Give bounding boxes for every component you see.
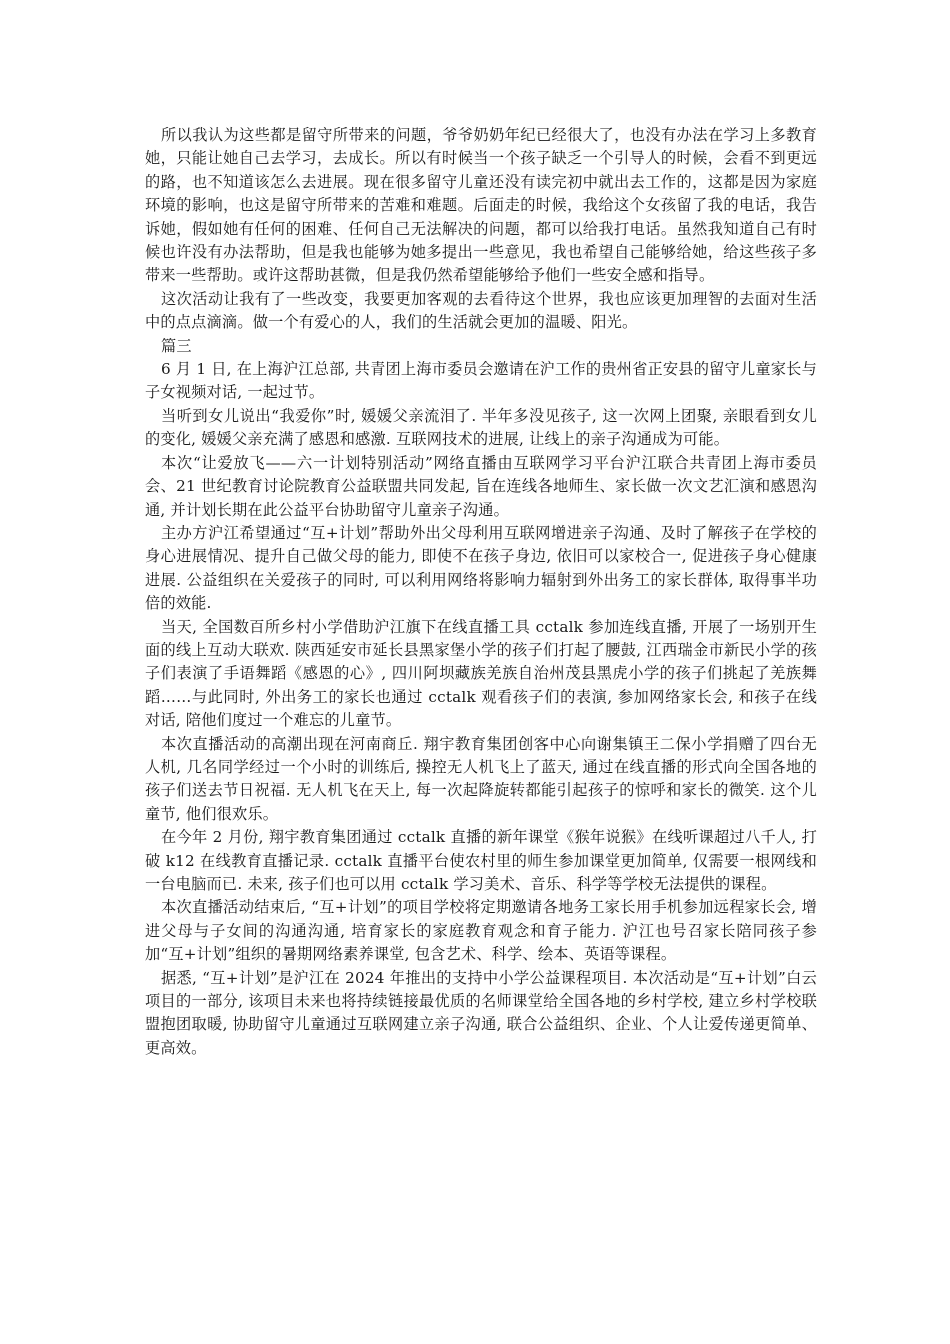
paragraph-11: 据悉, “互+计划”是沪江在 2024 年推出的支持中小学公益课程项目. 本次活动是“互+计划”白云项目的一部分, 该项目未来也将持续链接最优质的名师课堂给全国各地的乡村学校, 建立乡村学校联盟抱团取暖, 协助留守儿童通过互联网建立亲子沟通, 联合公益组织、企业、个人让爱传递更简单、更高效。 (145, 968, 817, 1057)
paragraph-5: 本次“让爱放飞——六一计划特别活动”网络直播由互联网学习平台沪江联合共青团上海市委员会、21 世纪教育讨论院教育公益联盟共同发起, 旨在连线各地师生、家长做一次文艺汇演和感恩沟通, 并计划长期在此公益平台协助留守儿童亲子沟通。 (145, 453, 817, 519)
section-heading: 篇三 (160, 336, 192, 355)
paragraph-7: 当天, 全国数百所乡村小学借助沪江旗下在线直播工具 cctalk 参加连线直播, 开展了一场别开生面的线上互动大联欢. 陕西延安市延长县黑家堡小学的孩子们打起了腰鼓, 江西瑞金市新民小学的孩子们表演了手语舞蹈《感恩的心》, 四川阿坝藏族羌族自治州茂县黑虎小学的孩子们挑起了羌族舞蹈……与此同时, 外出务工的家长也通过 cctalk 观看孩子们的表演, 参加网络家长会, 和孩子在线对话, 陪他们度过一个难忘的儿童节。 (145, 617, 817, 730)
paragraph-4: 当听到女儿说出“我爱你”时, 媛媛父亲流泪了. 半年多没见孩子, 这一次网上团聚, 亲眼看到女儿的变化, 媛媛父亲充满了感恩和感激. 互联网技术的进展, 让线上的亲子沟通成为可能。 (145, 406, 817, 449)
paragraph-1: 所以我认为这些都是留守所带来的问题，爷爷奶奶年纪已经很大了，也没有办法在学习上多教育她，只能让她自己去学习，去成长。所以有时候当一个孩子缺乏一个引导人的时候，会看不到更远的路，也不知道该怎么去进展。现在很多留守儿童还没有读完初中就出去工作的，这都是因为家庭环境的影响，也这是留守所带来的苦难和难题。后面走的时候，我给这个女孩留了我的电话，我告诉她，假如她有任何的困难、任何自己无法解决的问题，都可以给我打电话。虽然我知道自己有时候也许没有办法帮助，但是我也能够为她多提出一些意见，我也希望自己能够给她，给这些孩子多带来一些帮助。或许这帮助甚微，但是我仍然希望能够给予他们一些安全感和指导。 (145, 126, 817, 285)
paragraph-6: 主办方沪江希望通过“互+计划”帮助外出父母利用互联网增进亲子沟通、及时了解孩子在学校的身心进展情况、提升自己做父母的能力, 即使不在孩子身边, 依旧可以家校合一, 促进孩子身心健康进展. 公益组织在关爱孩子的同时, 可以利用网络将影响力辐射到外出务工的家长群体, 取得事半功倍的效能. (145, 523, 817, 613)
paragraph-2: 这次活动让我有了一些改变，我要更加客观的去看待这个世界，我也应该更加理智的去面对生活中的点点滴滴。做一个有爱心的人，我们的生活就会更加的温暖、阳光。 (145, 289, 817, 332)
paragraph-8: 本次直播活动的高潮出现在河南商丘. 翔宇教育集团创客中心向谢集镇王二保小学捐赠了四台无人机, 几名同学经过一个小时的训练后, 操控无人机飞上了蓝天, 通过在线直播的形式向全国各地的孩子们送去节日祝福. 无人机飞在天上, 每一次起降旋转都能引起孩子的惊呼和家长的微笑. 这个儿童节, 他们很欢乐。 (145, 734, 817, 823)
paragraph-10: 本次直播活动结束后, “互+计划”的项目学校将定期邀请各地务工家长用手机参加远程家长会, 增进父母与子女间的沟通沟通, 培育家长的家庭教育观念和育子能力. 沪江也号召家长陪同孩子参加“互+计划”组织的暑期网络素养课堂, 包含艺术、科学、绘本、英语等课程。 (145, 898, 817, 964)
document-body (145, 124, 817, 1060)
paragraph-9: 在今年 2 月份, 翔宇教育集团通过 cctalk 直播的新年课堂《猴年说猴》在线听课超过八千人, 打破 k12 在线教育直播记录. cctalk 直播平台使农村里的师生参加课堂更加简单, 仅需要一根网线和一台电脑而已. 未来, 孩子们也可以用 cctalk 学习美术、音乐、科学等学校无法提供的课程。 (145, 828, 817, 893)
paragraph-3: 6 月 1 日, 在上海沪江总部, 共青团上海市委员会邀请在沪工作的贵州省正安县的留守儿童家长与子女视频对话, 一起过节。 (145, 360, 817, 402)
